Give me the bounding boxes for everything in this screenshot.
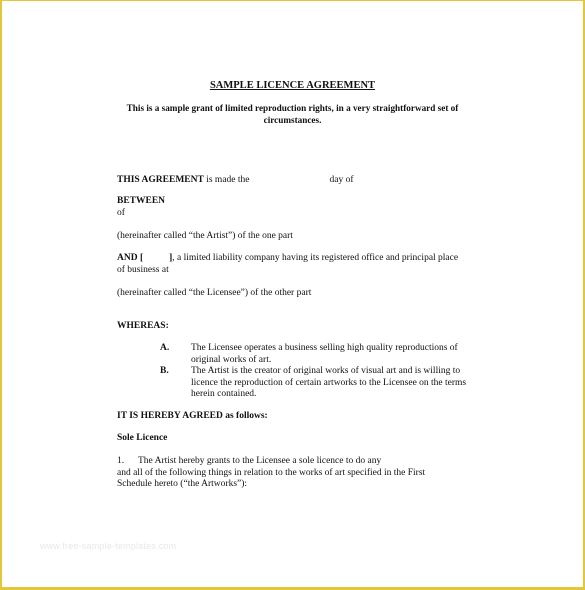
clause-1-text: and all of the following things in relation to the works of art specified in the First Schedule hereto (“the Artworks”): <box>117 467 426 489</box>
clause-number: 1. <box>117 456 125 466</box>
and-clause <box>117 253 462 276</box>
and-label: AND [ <box>117 253 144 263</box>
agreement-label: THIS AGREEMENT <box>117 175 204 185</box>
licensee-clause: (hereinafter called “the Licensee”) of the other part <box>117 288 312 298</box>
and-clause-text: , a limited liability company having its registered office and principal place of business at <box>117 253 459 275</box>
made-the-text: is made the <box>203 175 250 185</box>
watermark: www.free-sample-templates.com <box>40 541 177 551</box>
recital-text: The Artist is the creator of original works of visual art and is willing to licence the reproduction of certain artworks to the Licensee on the terms herein contained. <box>191 366 467 399</box>
recital-text: The Licensee operates a business selling high quality reproductions of original works of art. <box>191 343 458 365</box>
recital-label: A. <box>160 343 170 353</box>
whereas-heading: WHEREAS: <box>117 321 169 331</box>
and-bracket-close: ] <box>169 253 173 263</box>
document-title: SAMPLE LICENCE AGREEMENT <box>209 80 376 91</box>
artist-clause: (hereinafter called “the Artist”) of the one part <box>117 231 293 241</box>
recital-label: B. <box>160 366 169 376</box>
sole-licence-heading: Sole Licence <box>117 433 168 443</box>
of-text: of <box>117 208 125 218</box>
clause-1-first-line: The Artist hereby grants to the Licensee a sole licence to do any <box>138 456 382 466</box>
between-heading: BETWEEN <box>117 196 166 206</box>
document-subtitle: This is a sample grant of limited reproduction rights, in a very straightforward set of circumstances. <box>126 103 459 125</box>
agreement-line <box>117 175 462 187</box>
agreed-heading: IT IS HEREBY AGREED as follows: <box>117 411 268 421</box>
day-of-text: day of <box>329 175 354 185</box>
